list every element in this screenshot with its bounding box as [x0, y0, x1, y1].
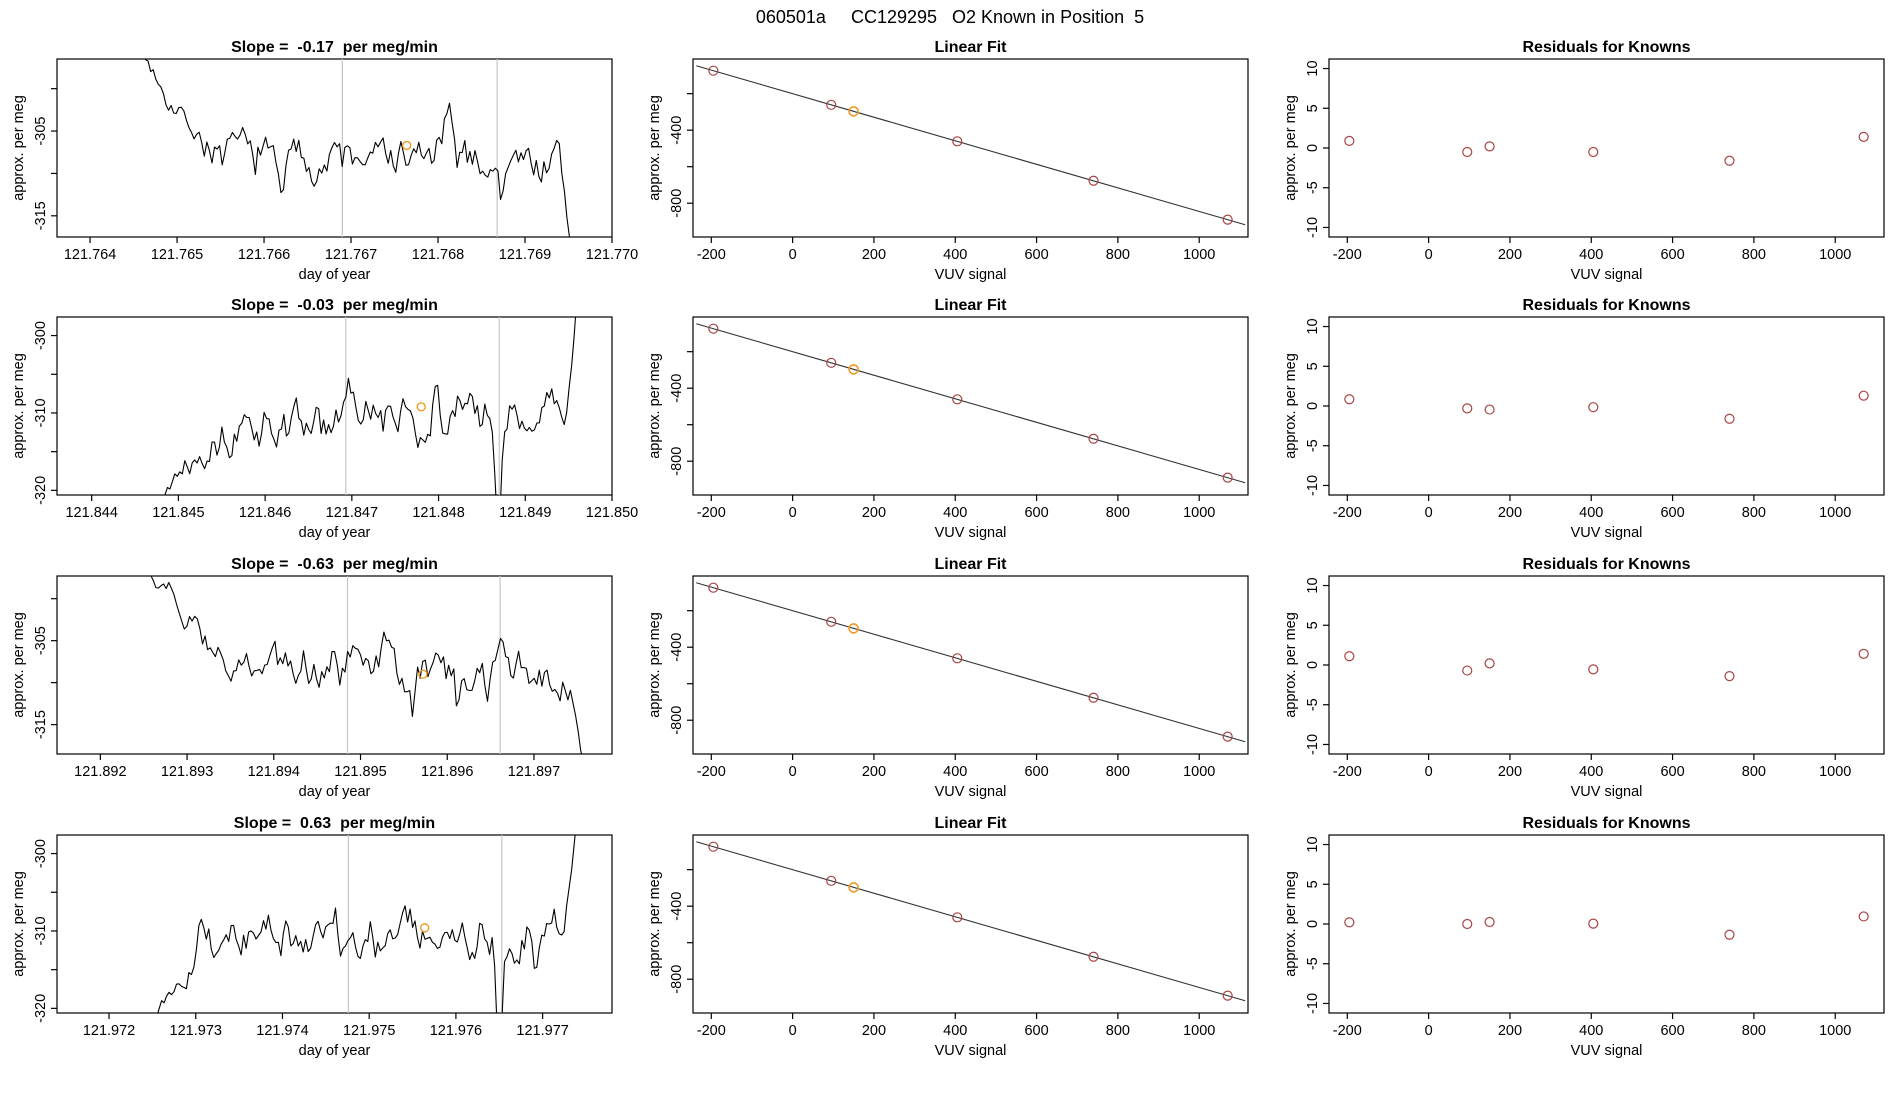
x-tick-label: 0: [788, 247, 797, 263]
x-tick-label: 800: [1741, 1023, 1766, 1039]
x-tick-label: 400: [943, 247, 968, 263]
panel-box: [1329, 576, 1884, 754]
measurement-window: [346, 317, 499, 495]
residual-point: [1859, 649, 1868, 658]
y-tick-label: 5: [1305, 621, 1321, 630]
x-tick-label: 1000: [1819, 505, 1852, 521]
residual-point: [1725, 672, 1734, 681]
y-tick-label: -315: [33, 201, 49, 231]
y-tick-label: -5: [1305, 439, 1321, 453]
y-tick-label: -400: [669, 373, 685, 403]
y-axis-title: approx. per meg: [11, 353, 27, 459]
x-axis: [1333, 237, 1852, 283]
x-tick-label: 121.770: [585, 247, 639, 263]
timeseries-panel-row3: [11, 556, 612, 804]
y-tick-label: -320: [33, 475, 49, 505]
x-tick-label: 1000: [1183, 505, 1216, 521]
x-tick-label: 121.765: [150, 247, 204, 263]
timeseries-panel-row4: [11, 789, 612, 1059]
y-tick-label: 0: [1305, 143, 1321, 153]
y-axis: [1283, 836, 1329, 1013]
y-axis-title: approx. per meg: [11, 95, 27, 201]
y-tick-label: -10: [1305, 474, 1321, 496]
residual-point: [1725, 156, 1734, 165]
y-tick-label: -300: [33, 839, 49, 869]
x-tick-label: 121.896: [421, 764, 474, 780]
y-tick-label: 5: [1305, 880, 1321, 889]
x-tick-label: 121.976: [429, 1023, 483, 1039]
x-tick-label: 0: [1424, 247, 1433, 263]
x-tick-label: 1000: [1183, 764, 1216, 780]
y-axis: [11, 839, 57, 1023]
panel-title: Linear Fit: [934, 556, 1007, 573]
residual-point: [1589, 665, 1598, 674]
x-tick-label: -200: [696, 1023, 726, 1039]
measurement-window: [348, 576, 501, 754]
residuals-panel-row1: [1283, 39, 1884, 283]
linear-fit-panel-row1: [647, 39, 1248, 283]
x-axis-title: VUV signal: [934, 525, 1007, 541]
y-axis-title: approx. per meg: [1283, 353, 1299, 459]
y-tick-label: 10: [1305, 318, 1321, 335]
residual-point: [1589, 919, 1598, 928]
panel-title: Slope = -0.63 per meg/min: [231, 556, 438, 573]
x-tick-label: 800: [1741, 505, 1766, 521]
fit-line: [696, 583, 1245, 742]
y-tick-label: -300: [33, 321, 49, 351]
y-tick-label: -10: [1305, 992, 1321, 1014]
linear-fit-panel-row4: [647, 815, 1248, 1059]
x-tick-label: 400: [1579, 1023, 1604, 1039]
y-tick-label: -10: [1305, 733, 1321, 755]
residual-point: [1725, 930, 1734, 939]
x-tick-label: 121.848: [412, 505, 465, 521]
residual-point: [1485, 405, 1494, 414]
highlight-point: [421, 924, 429, 932]
y-tick-label: -400: [669, 115, 685, 145]
panel-box: [1329, 317, 1884, 495]
fit-line: [696, 842, 1245, 1001]
x-tick-label: 200: [1497, 247, 1523, 263]
x-tick-label: 121.972: [82, 1023, 136, 1039]
x-tick-label: 200: [861, 764, 887, 780]
x-tick-label: 1000: [1183, 247, 1216, 263]
x-tick-label: 121.768: [411, 247, 465, 263]
x-tick-label: 121.977: [516, 1023, 569, 1039]
x-tick-label: 1000: [1819, 1023, 1852, 1039]
x-tick-label: 121.769: [498, 247, 552, 263]
x-tick-label: -200: [1332, 764, 1362, 780]
y-axis-title: approx. per meg: [1283, 612, 1299, 718]
x-axis-title: VUV signal: [1570, 525, 1643, 541]
y-tick-label: -5: [1305, 181, 1321, 195]
residual-point: [1345, 395, 1354, 404]
highlight-point: [419, 670, 427, 678]
panel-box: [693, 317, 1248, 495]
x-axis: [1333, 495, 1852, 541]
y-tick-label: -310: [33, 916, 49, 946]
y-axis: [647, 352, 693, 476]
x-tick-label: 121.850: [585, 505, 639, 521]
y-tick-label: -310: [33, 398, 49, 428]
x-tick-label: 600: [1660, 764, 1685, 780]
y-tick-label: -800: [669, 188, 685, 218]
y-axis: [647, 870, 693, 994]
x-axis-title: day of year: [298, 1043, 371, 1059]
x-tick-label: 0: [1424, 1023, 1433, 1039]
y-tick-label: -5: [1305, 957, 1321, 971]
x-tick-label: -200: [1332, 247, 1362, 263]
x-tick-label: 121.766: [237, 247, 291, 263]
x-tick-label: 400: [1579, 505, 1604, 521]
x-tick-label: 121.895: [334, 764, 387, 780]
residuals-panel-row2: [1283, 297, 1884, 541]
panel-box: [693, 835, 1248, 1013]
residuals-panel-row3: [1283, 556, 1884, 800]
panel-box: [57, 835, 612, 1013]
y-tick-label: -305: [33, 626, 49, 656]
x-tick-label: 1000: [1819, 764, 1852, 780]
x-axis: [697, 495, 1216, 541]
x-axis-title: VUV signal: [934, 1043, 1007, 1059]
main-title: 060501a CC129295 O2 Known in Position 5: [755, 7, 1145, 27]
residual-point: [1859, 912, 1868, 921]
y-tick-label: -5: [1305, 698, 1321, 712]
y-axis: [647, 611, 693, 735]
x-tick-label: -200: [1332, 505, 1362, 521]
panel-title: Linear Fit: [934, 39, 1007, 56]
y-axis: [11, 89, 57, 231]
panel-title: Residuals for Knowns: [1522, 815, 1691, 832]
x-axis: [65, 495, 638, 541]
y-axis: [1283, 60, 1329, 237]
x-tick-label: 121.844: [65, 505, 118, 521]
y-tick-label: -320: [33, 993, 49, 1023]
y-axis-title: approx. per meg: [1283, 871, 1299, 977]
timeseries-panel-row1: [11, 39, 638, 288]
x-axis-title: VUV signal: [934, 784, 1007, 800]
panel-title: Linear Fit: [934, 815, 1007, 832]
x-tick-label: -200: [696, 247, 726, 263]
x-axis: [697, 237, 1216, 283]
y-axis: [1283, 577, 1329, 754]
y-tick-label: -10: [1305, 216, 1321, 238]
x-tick-label: 121.897: [507, 764, 561, 780]
x-tick-label: 121.846: [238, 505, 292, 521]
x-tick-label: 121.764: [63, 247, 117, 263]
y-tick-label: 10: [1305, 60, 1321, 77]
x-tick-label: 400: [1579, 764, 1604, 780]
x-tick-label: 400: [943, 1023, 968, 1039]
x-axis: [697, 754, 1216, 800]
y-tick-label: -305: [33, 116, 49, 146]
x-axis-title: day of year: [298, 784, 371, 800]
residual-point: [1589, 403, 1598, 412]
panel-box: [57, 576, 612, 754]
x-tick-label: 121.893: [160, 764, 214, 780]
x-axis: [74, 754, 560, 800]
y-tick-label: 0: [1305, 919, 1321, 929]
fit-line: [696, 66, 1245, 225]
x-tick-label: 0: [788, 505, 797, 521]
residual-point: [1463, 147, 1472, 156]
x-axis-title: day of year: [298, 267, 371, 283]
x-tick-label: 121.849: [499, 505, 552, 521]
y-tick-label: 10: [1305, 836, 1321, 853]
y-axis-title: approx. per meg: [647, 353, 663, 459]
y-axis-title: approx. per meg: [647, 95, 663, 201]
residual-point: [1485, 918, 1494, 927]
x-tick-label: 600: [1024, 247, 1049, 263]
residuals-panel-row4: [1283, 815, 1884, 1059]
y-axis-title: approx. per meg: [647, 871, 663, 977]
x-tick-label: 200: [1497, 764, 1523, 780]
x-axis: [64, 237, 638, 283]
y-tick-label: -800: [669, 705, 685, 735]
x-axis-title: VUV signal: [1570, 1043, 1643, 1059]
residual-point: [1485, 659, 1494, 668]
linear-fit-panel-row3: [647, 556, 1248, 800]
panel-title: Slope = -0.03 per meg/min: [231, 297, 438, 314]
residual-point: [1725, 414, 1734, 423]
highlight-point: [417, 403, 425, 411]
x-tick-label: 600: [1660, 1023, 1685, 1039]
y-axis: [11, 321, 57, 505]
x-tick-label: 1000: [1819, 247, 1852, 263]
panel-title: Slope = 0.63 per meg/min: [233, 815, 436, 832]
x-axis: [697, 1013, 1216, 1059]
y-tick-label: -400: [669, 891, 685, 921]
panel-title: Residuals for Knowns: [1522, 556, 1691, 573]
panel-box: [1329, 835, 1884, 1013]
y-axis-title: approx. per meg: [647, 612, 663, 718]
x-tick-label: 121.894: [247, 764, 301, 780]
residual-point: [1463, 920, 1472, 929]
x-tick-label: 600: [1024, 1023, 1049, 1039]
x-tick-label: 800: [1741, 764, 1766, 780]
residual-point: [1463, 404, 1472, 413]
residual-point: [1589, 147, 1598, 156]
panel-box: [1329, 59, 1884, 237]
x-tick-label: 121.892: [74, 764, 127, 780]
x-tick-label: 800: [1105, 1023, 1130, 1039]
x-tick-label: 121.847: [325, 505, 379, 521]
x-tick-label: 600: [1660, 505, 1685, 521]
y-tick-label: -800: [669, 446, 685, 476]
x-tick-label: 600: [1024, 505, 1049, 521]
x-tick-label: 200: [1497, 505, 1523, 521]
x-tick-label: 121.975: [342, 1023, 396, 1039]
x-tick-label: 400: [943, 764, 968, 780]
y-tick-label: 5: [1305, 104, 1321, 113]
y-tick-label: -800: [669, 964, 685, 994]
x-axis: [83, 1013, 569, 1059]
residual-point: [1345, 136, 1354, 145]
x-tick-label: 200: [861, 1023, 887, 1039]
timeseries-panel-row2: [11, 271, 638, 541]
y-tick-label: -315: [33, 710, 49, 740]
x-tick-label: -200: [696, 764, 726, 780]
x-axis-title: VUV signal: [1570, 267, 1643, 283]
y-tick-label: 0: [1305, 401, 1321, 411]
y-axis-title: approx. per meg: [11, 612, 27, 718]
residual-point: [1463, 666, 1472, 675]
y-tick-label: 10: [1305, 577, 1321, 594]
y-axis: [11, 599, 57, 739]
x-tick-label: 0: [788, 764, 797, 780]
panel-title: Residuals for Knowns: [1522, 297, 1691, 314]
y-axis: [647, 94, 693, 218]
x-tick-label: 800: [1105, 505, 1130, 521]
x-tick-label: 200: [1497, 1023, 1523, 1039]
panel-box: [57, 317, 612, 495]
x-axis-title: VUV signal: [934, 267, 1007, 283]
x-tick-label: 800: [1741, 247, 1766, 263]
x-tick-label: 200: [861, 247, 887, 263]
x-tick-label: 121.767: [324, 247, 378, 263]
y-tick-label: -400: [669, 632, 685, 662]
y-axis-title: approx. per meg: [1283, 95, 1299, 201]
residual-point: [1859, 391, 1868, 400]
x-tick-label: 121.845: [152, 505, 205, 521]
x-axis: [1333, 754, 1852, 800]
residual-point: [1859, 132, 1868, 141]
highlight-point: [403, 141, 411, 149]
y-tick-label: 5: [1305, 362, 1321, 371]
panel-box: [693, 576, 1248, 754]
x-tick-label: -200: [696, 505, 726, 521]
x-tick-label: 600: [1660, 247, 1685, 263]
fit-line: [696, 324, 1245, 483]
y-axis-title: approx. per meg: [11, 871, 27, 977]
x-tick-label: 0: [1424, 505, 1433, 521]
linear-fit-panel-row2: [647, 297, 1248, 541]
panel-title: Linear Fit: [934, 297, 1007, 314]
residual-point: [1345, 918, 1354, 927]
x-tick-label: 0: [788, 1023, 797, 1039]
panel-box: [693, 59, 1248, 237]
y-axis: [1283, 318, 1329, 495]
y-tick-label: 0: [1305, 660, 1321, 670]
x-tick-label: 400: [1579, 247, 1604, 263]
x-axis-title: day of year: [298, 525, 371, 541]
x-tick-label: 121.973: [169, 1023, 222, 1039]
x-axis-title: VUV signal: [1570, 784, 1643, 800]
x-tick-label: 1000: [1183, 1023, 1216, 1039]
x-axis: [1333, 1013, 1852, 1059]
x-tick-label: 200: [861, 505, 887, 521]
panel-title: Residuals for Knowns: [1522, 39, 1691, 56]
panel-title: Slope = -0.17 per meg/min: [231, 39, 438, 56]
x-tick-label: 800: [1105, 764, 1130, 780]
x-tick-label: 600: [1024, 764, 1049, 780]
x-tick-label: 400: [943, 505, 968, 521]
x-tick-label: 800: [1105, 247, 1130, 263]
x-tick-label: -200: [1332, 1023, 1362, 1039]
x-tick-label: 121.974: [256, 1023, 309, 1039]
residual-point: [1345, 652, 1354, 661]
x-tick-label: 0: [1424, 764, 1433, 780]
residual-point: [1485, 142, 1494, 151]
